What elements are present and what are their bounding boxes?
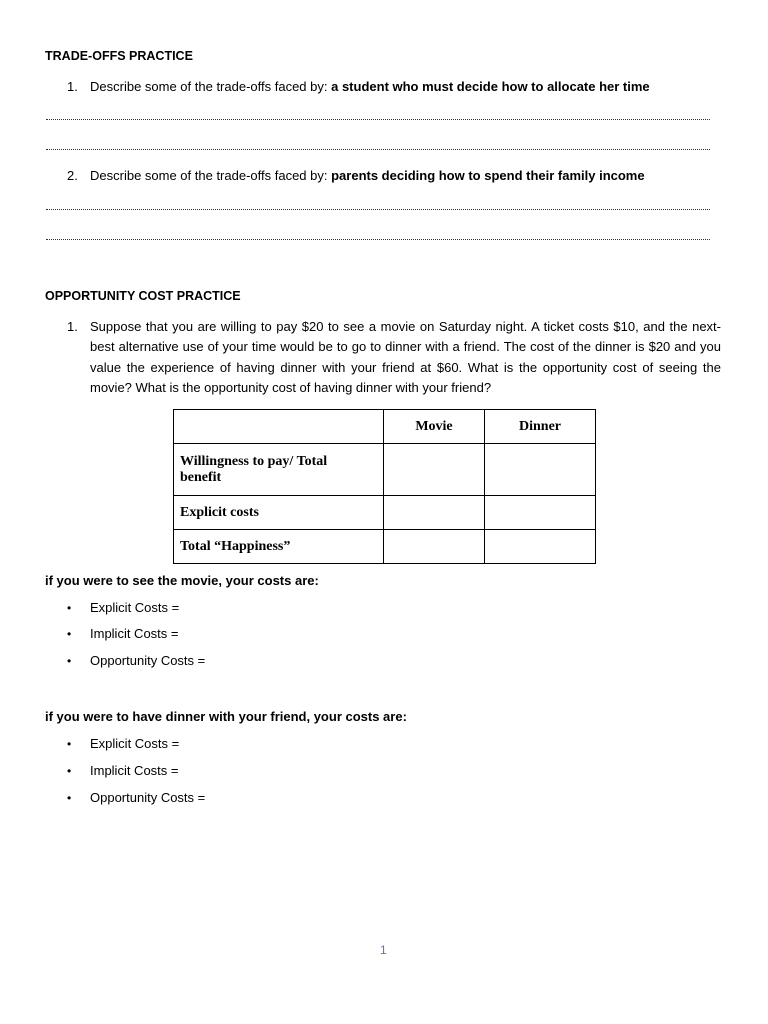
column-header-dinner: Dinner <box>485 410 596 444</box>
answer-line[interactable] <box>46 146 710 150</box>
list-item-label: Opportunity Costs = <box>90 653 206 668</box>
bullet-icon: • <box>67 791 72 805</box>
question-prompt: Describe some of the trade-offs faced by: <box>90 168 332 183</box>
dinner-costs-heading: if you were to have dinner with your friend, your costs are: <box>45 709 407 724</box>
opportunity-heading: OPPORTUNITY COST PRACTICE <box>45 289 241 303</box>
list-item <box>67 600 179 615</box>
answer-line[interactable] <box>46 116 710 120</box>
question-prompt: Describe some of the trade-offs faced by: <box>90 79 332 94</box>
bullet-icon: • <box>67 601 72 615</box>
question-number: 1. <box>67 319 78 334</box>
question-number: 2. <box>67 168 78 183</box>
column-header-movie: Movie <box>384 410 485 444</box>
question-subject: a student who must decide how to allocate her time <box>331 79 650 94</box>
list-item-label: Opportunity Costs = <box>90 790 206 805</box>
question-subject: parents deciding how to spend their family income <box>331 168 645 183</box>
table-cell-input[interactable] <box>384 496 485 530</box>
tradeoffs-question-2 <box>67 168 645 183</box>
list-item <box>67 736 179 751</box>
row-label-line: Willingness to pay/ Total <box>180 453 328 469</box>
answer-line[interactable] <box>46 236 710 240</box>
list-item <box>67 626 179 641</box>
opportunity-cost-table <box>173 409 596 564</box>
list-item <box>67 653 205 668</box>
table-cell-input[interactable] <box>485 496 596 530</box>
table-cell-input[interactable] <box>384 530 485 564</box>
question-number: 1. <box>67 79 78 94</box>
tradeoffs-question-1 <box>67 79 650 94</box>
answer-line[interactable] <box>46 206 710 210</box>
row-label-explicit-costs: Explicit costs <box>174 496 384 530</box>
bullet-icon: • <box>67 627 72 641</box>
row-label-total-happiness: Total “Happiness” <box>174 530 384 564</box>
opportunity-question-text: Suppose that you are willing to pay $20 to see a movie on Saturday night. A ticket costs $10, and the next-best alternative use of your time would be to go to dinner with a friend. The cost of the dinner is $20 and you value the experience of having dinner with your friend at $60. What is the opportunity cost of seeing the movie? What is the opportunity cost of having dinner with your friend? <box>90 319 721 395</box>
table-cell-input[interactable] <box>485 444 596 496</box>
bullet-icon: • <box>67 764 72 778</box>
table-corner-cell <box>174 410 384 444</box>
row-label-line: benefit <box>180 469 222 485</box>
list-item-label: Implicit Costs = <box>90 626 179 641</box>
list-item-label: Explicit Costs = <box>90 600 180 615</box>
bullet-icon: • <box>67 654 72 668</box>
tradeoffs-heading: TRADE-OFFS PRACTICE <box>45 49 193 63</box>
page-number: 1 <box>380 943 387 957</box>
table-cell-input[interactable] <box>485 530 596 564</box>
list-item <box>67 790 205 805</box>
row-label-willingness <box>174 444 384 496</box>
list-item-label: Explicit Costs = <box>90 736 180 751</box>
list-item <box>67 763 179 778</box>
bullet-icon: • <box>67 737 72 751</box>
list-item-label: Implicit Costs = <box>90 763 179 778</box>
movie-costs-heading: if you were to see the movie, your costs are: <box>45 573 319 588</box>
table-cell-input[interactable] <box>384 444 485 496</box>
